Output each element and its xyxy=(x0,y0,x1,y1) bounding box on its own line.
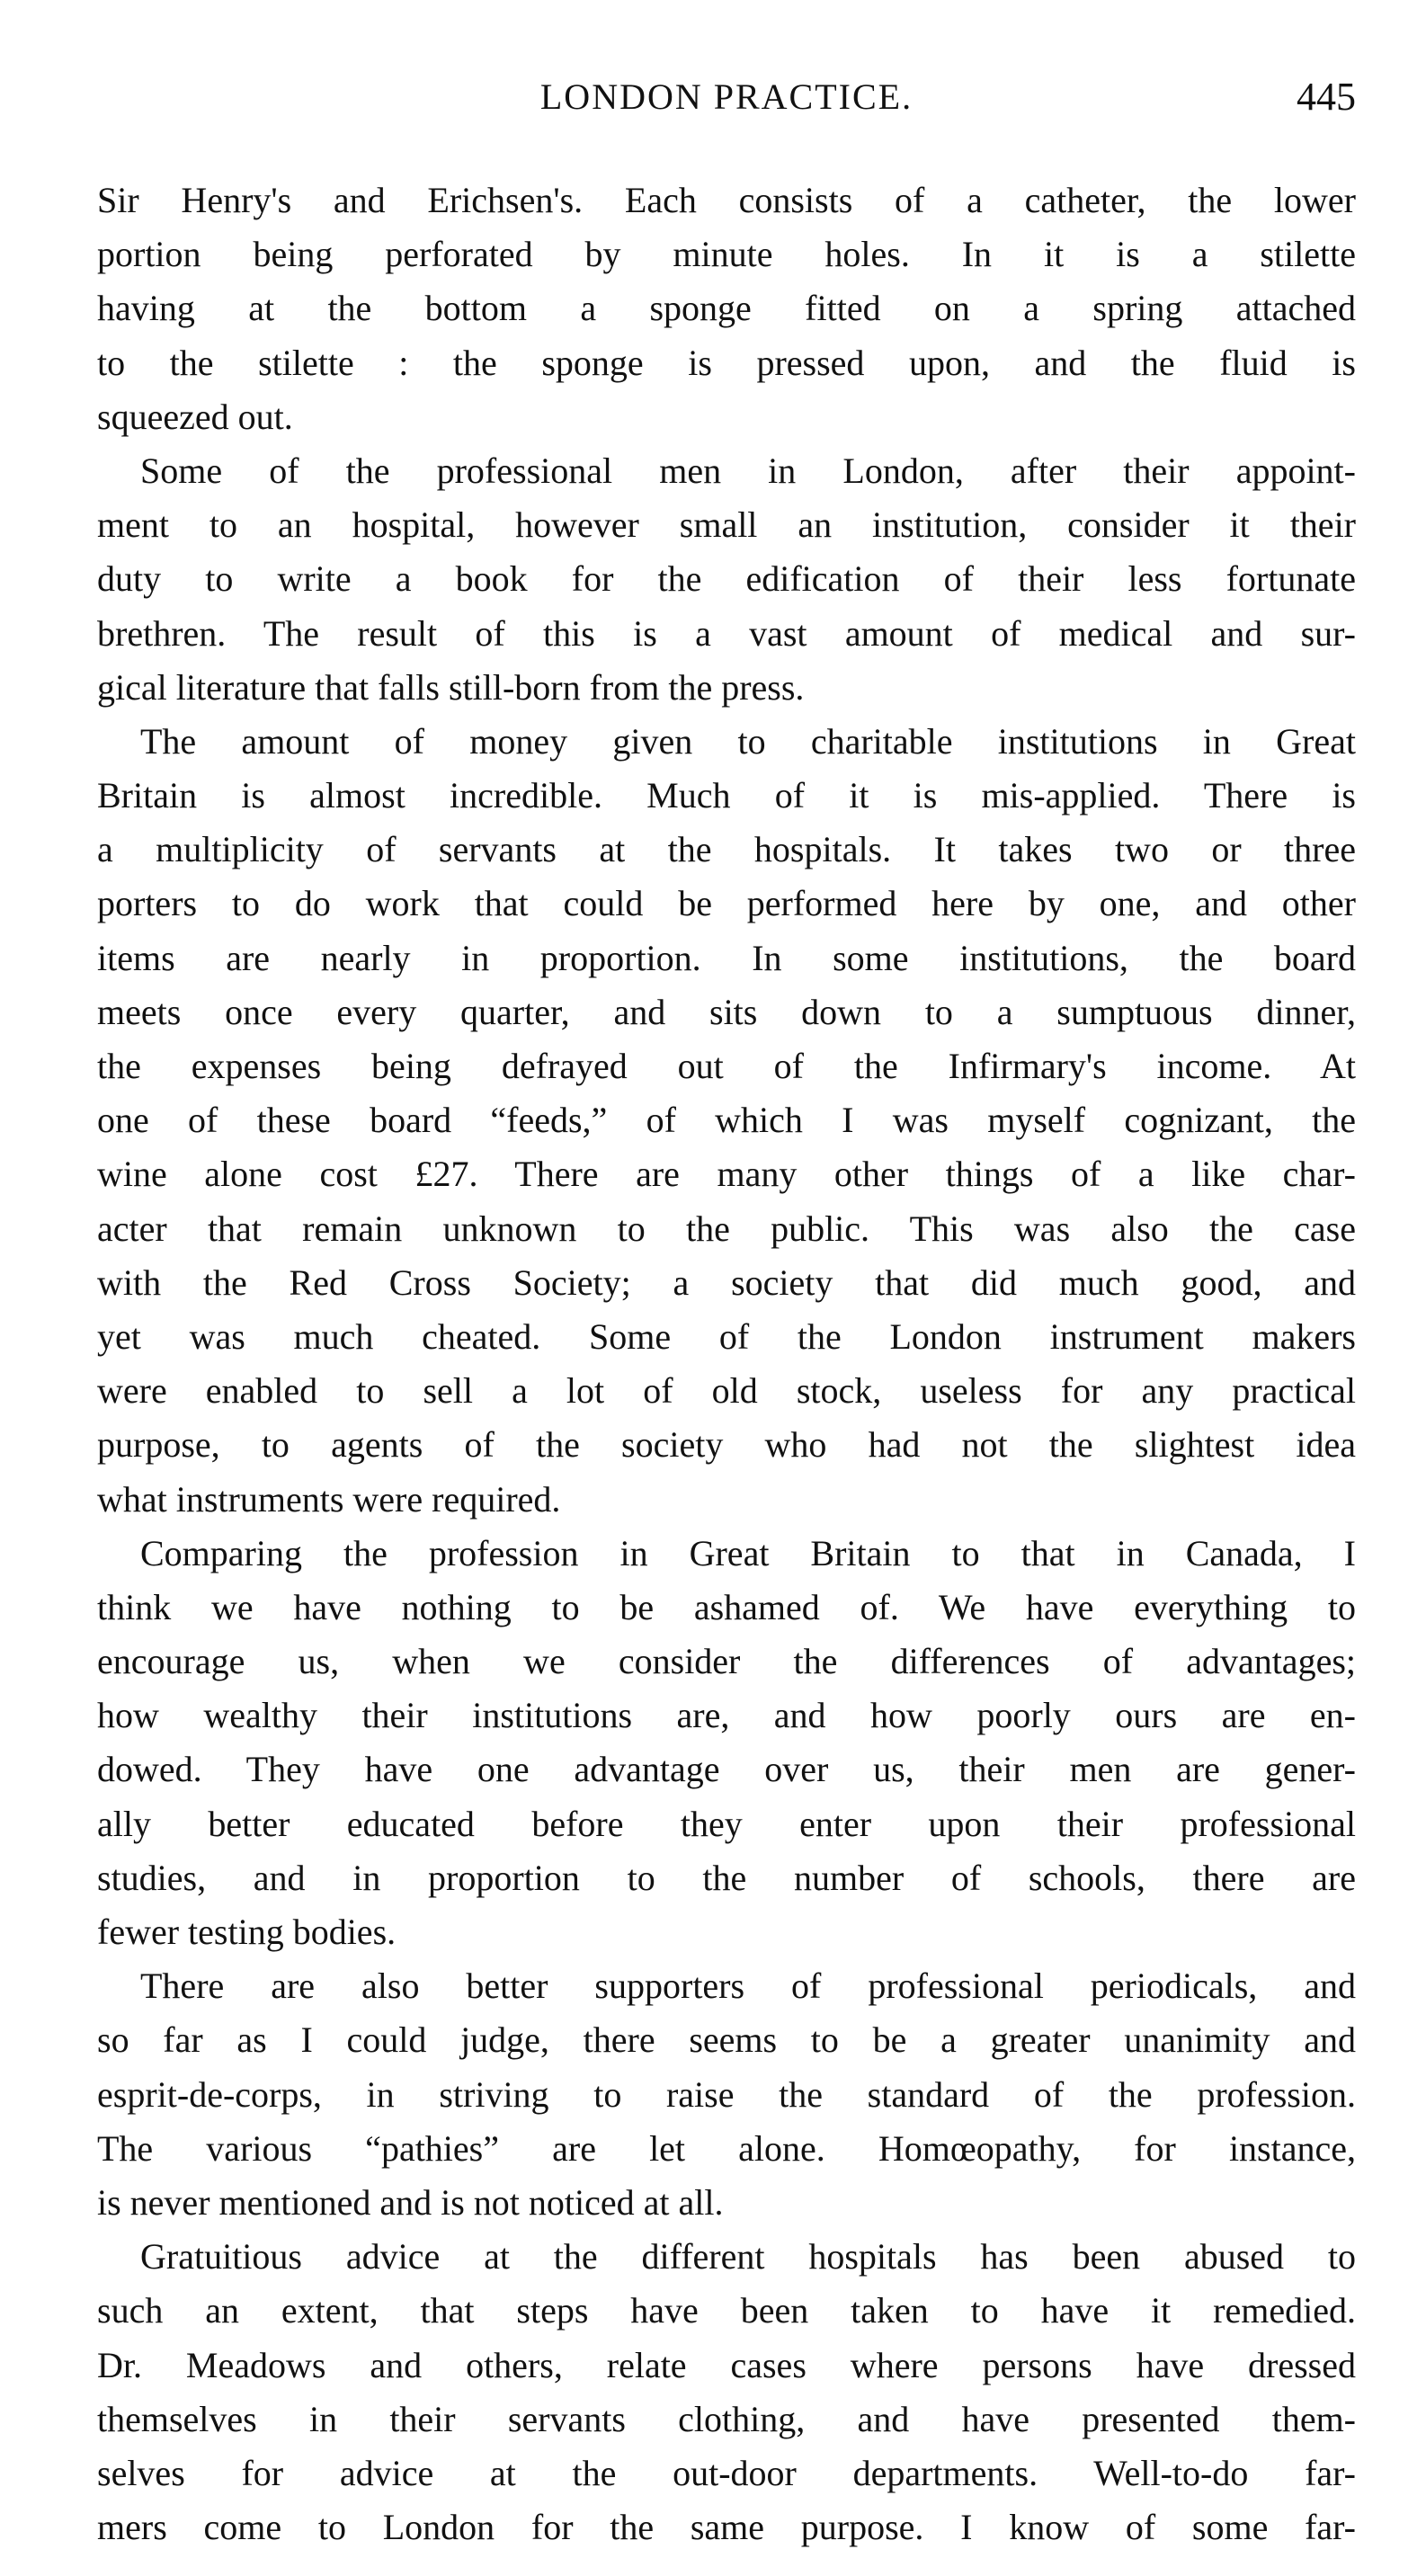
text-line: how wealthy their institutions are, and how poorly ours are en- xyxy=(97,1695,1356,1736)
text-line: having at the bottom a sponge fitted on a spring attached xyxy=(97,288,1356,329)
paragraph xyxy=(97,444,1356,715)
text-line: what instruments were required. xyxy=(97,1478,561,1520)
text-line: themselves in their servants clothing, and have presented them- xyxy=(97,2398,1356,2439)
text-line: items are nearly in proportion. In some institutions, the board xyxy=(97,937,1356,978)
text-line: with the Red Cross Society; a society that did much good, and xyxy=(97,1261,1356,1303)
paragraph xyxy=(97,174,1356,444)
text-line: think we have nothing to be ashamed of. We have everything to xyxy=(97,1586,1356,1627)
text-line: yet was much cheated. Some of the London instrument makers xyxy=(97,1315,1356,1357)
running-head: LONDON PRACTICE. xyxy=(539,76,914,117)
text-line: ment to an hospital, however small an institution, consider it their xyxy=(97,504,1356,546)
text-line: squeezed out. xyxy=(97,396,293,437)
body-text xyxy=(97,174,1356,2554)
text-line: ally better educated before they enter upon their professional xyxy=(97,1803,1356,1844)
text-line: to the stilette : the sponge is pressed upon, and the fluid is xyxy=(97,342,1356,383)
text-line: The amount of money given to charitable institutions in Great xyxy=(140,720,1356,762)
text-line: wine alone cost £27. There are many other things of a like char- xyxy=(97,1154,1356,1195)
paragraph xyxy=(97,1527,1356,1960)
text-line: mers come to London for the same purpose. I know of some far- xyxy=(97,2507,1356,2548)
text-line: portion being perforated by minute holes. In it is a stilette xyxy=(97,234,1356,275)
text-line: were enabled to sell a lot of old stock, useless for any practical xyxy=(97,1370,1356,1412)
text-line: duty to write a book for the edification of their less fortunate xyxy=(97,558,1356,600)
text-line: Comparing the profession in Great Britain to that in Canada, I xyxy=(140,1532,1356,1573)
text-line: studies, and in proportion to the number of schools, there are xyxy=(97,1857,1356,1898)
paragraph xyxy=(97,1959,1356,2230)
text-line: acter that remain unknown to the public. This was also the case xyxy=(97,1208,1356,1249)
text-line: porters to do work that could be performed here by one, and other xyxy=(97,883,1356,924)
text-line: There are also better supporters of professional periodicals, and xyxy=(140,1965,1356,2007)
text-line: is never mentioned and is not noticed at all. xyxy=(97,2181,724,2223)
text-line: the expenses being defrayed out of the Infirmary's income. At xyxy=(97,1046,1356,1086)
text-line: encourage us, when we consider the differences of advantages; xyxy=(97,1641,1356,1682)
text-line: fewer testing bodies. xyxy=(97,1912,397,1952)
text-line: purpose, to agents of the society who had not the slightest idea xyxy=(97,1424,1356,1466)
text-line: The various “pathies” are let alone. Homœopathy, for instance, xyxy=(97,2127,1356,2169)
text-line: a multiplicity of servants at the hospitals. It takes two or three xyxy=(97,829,1356,870)
text-line: so far as I could judge, there seems to be a greater unanimity and xyxy=(97,2019,1356,2061)
page-number: 445 xyxy=(1297,75,1356,119)
text-line: meets once every quarter, and sits down to a sumptuous dinner, xyxy=(97,991,1356,1032)
text-line: Gratuitious advice at the different hospitals has been abused to xyxy=(140,2236,1356,2277)
text-line: Dr. Meadows and others, relate cases where persons have dressed xyxy=(97,2344,1356,2385)
text-line: gical literature that falls still-born from the press. xyxy=(97,666,805,708)
text-line: esprit-de-corps, in striving to raise the standard of the profession. xyxy=(97,2073,1356,2115)
text-line: such an extent, that steps have been taken to have it remedied. xyxy=(97,2290,1356,2331)
paragraph xyxy=(97,2230,1356,2554)
text-line: selves for advice at the out-door departments. Well-to-do far- xyxy=(97,2452,1356,2493)
text-line: Some of the professional men in London, after their appoint- xyxy=(140,450,1356,491)
text-line: one of these board “feeds,” of which I was myself cognizant, the xyxy=(97,1100,1356,1141)
page-header xyxy=(97,70,1356,124)
paragraph xyxy=(97,715,1356,1527)
text-line: Sir Henry's and Erichsen's. Each consists of a catheter, the lower xyxy=(97,180,1356,220)
text-line: Britain is almost incredible. Much of it is mis-applied. There is xyxy=(97,775,1356,816)
text-line: brethren. The result of this is a vast amount of medical and sur- xyxy=(97,612,1356,654)
text-line: dowed. They have one advantage over us, their men are gener- xyxy=(97,1749,1356,1790)
